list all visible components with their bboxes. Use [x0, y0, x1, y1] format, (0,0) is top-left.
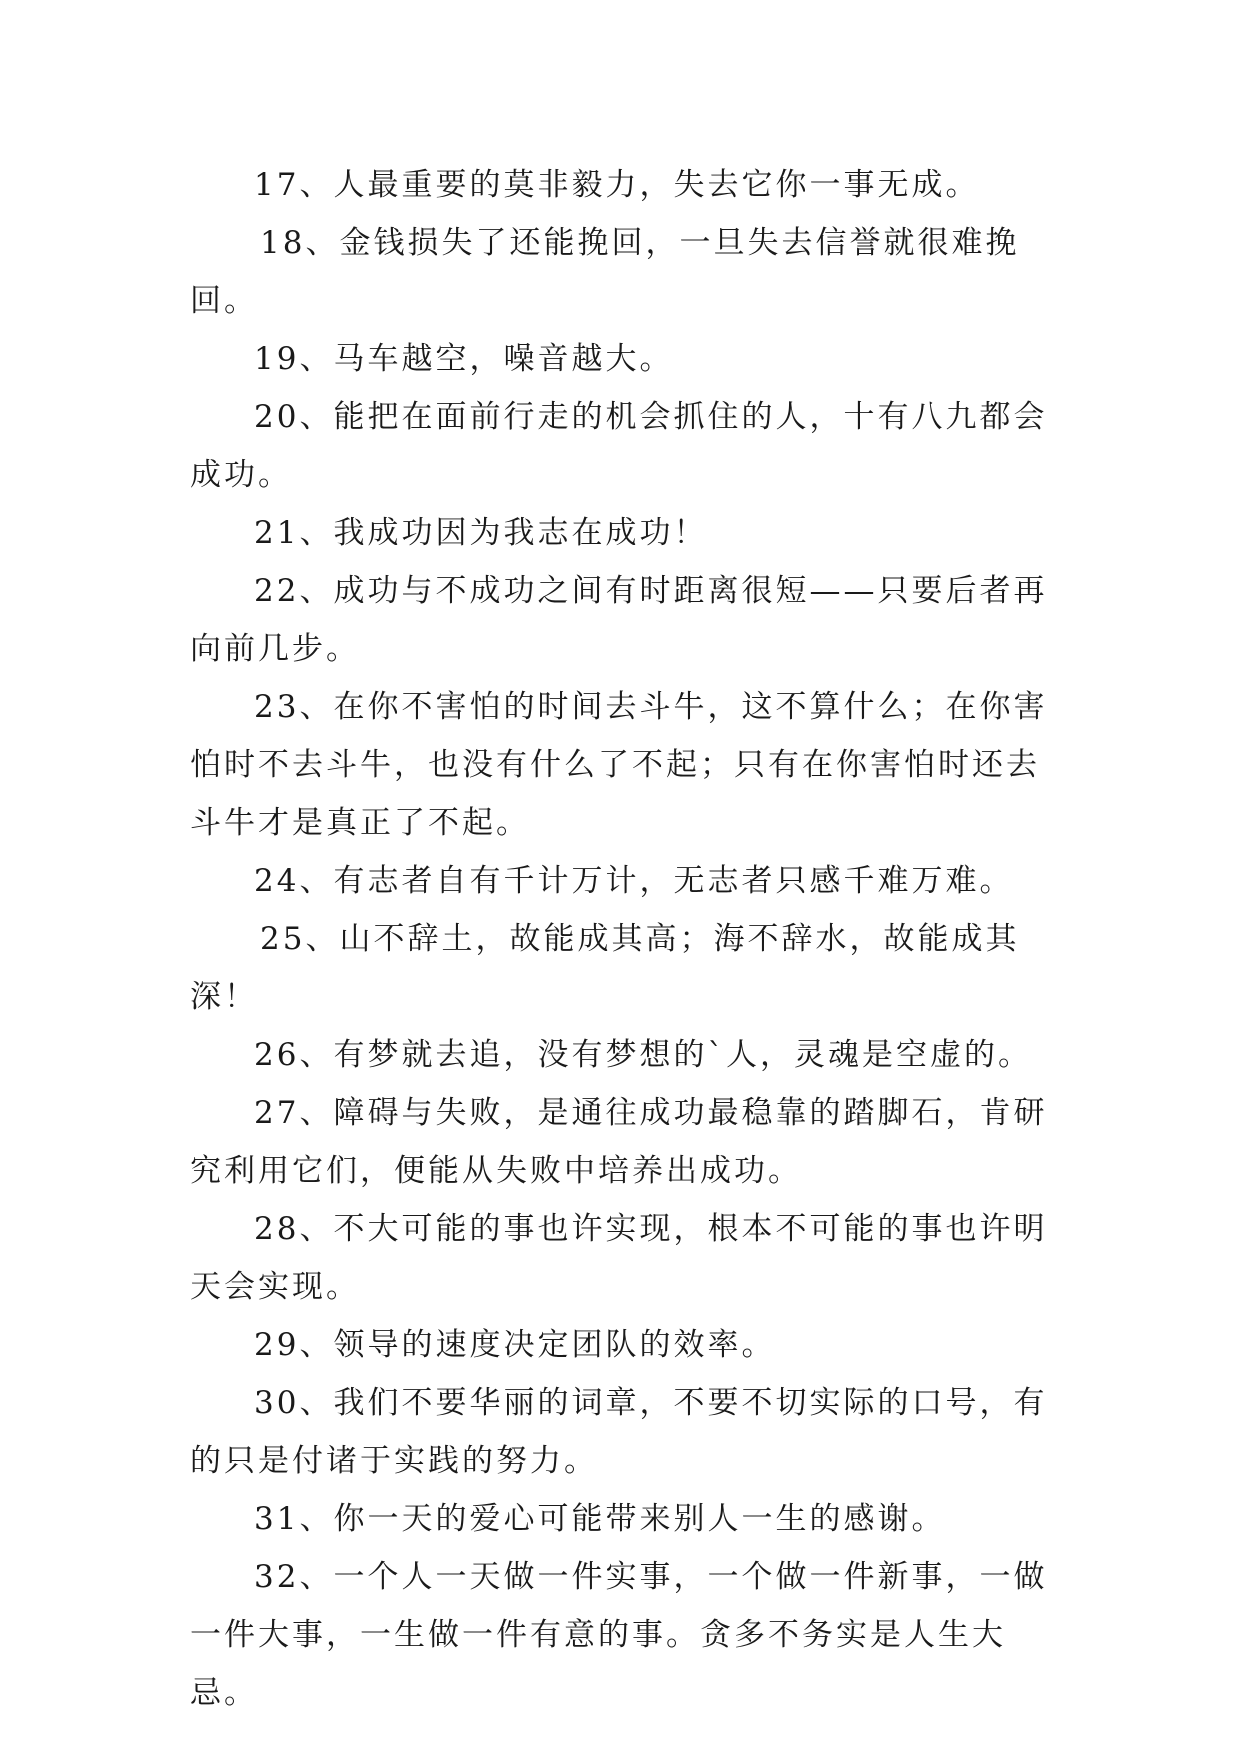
quote-24: 24、有志者自有千计万计，无志者只感千难万难。	[254, 863, 1014, 899]
quote-27: 27、障碍与失败，是通往成功最稳靠的踏脚石，肯研究利用它们，便能从失败中培养出成功。	[190, 1095, 1048, 1189]
quote-21: 21、我成功因为我志在成功！	[254, 515, 708, 551]
quote-17: 17、人最重要的莫非毅力，失去它你一事无成。	[254, 167, 980, 203]
quote-18: 18、金钱损失了还能挽回，一旦失去信誉就很难挽回。	[190, 225, 1020, 319]
quote-20: 20、能把在面前行走的机会抓住的人，十有八九都会成功。	[190, 399, 1048, 493]
quote-30: 30、我们不要华丽的词章，不要不切实际的口号，有的只是付诸于实践的努力。	[190, 1385, 1048, 1479]
quote-list	[190, 156, 1070, 1722]
quote-26: 26、有梦就去追，没有梦想的`人，灵魂是空虚的。	[254, 1037, 1032, 1073]
quote-23: 23、在你不害怕的时间去斗牛，这不算什么；在你害怕时不去斗牛，也没有什么了不起；只有在你害怕时还去斗牛才是真正了不起。	[190, 689, 1048, 841]
quote-31: 31、你一天的爱心可能带来别人一生的感谢。	[254, 1501, 946, 1537]
quote-28: 28、不大可能的事也许实现，根本不可能的事也许明天会实现。	[190, 1211, 1048, 1305]
quote-29: 29、领导的速度决定团队的效率。	[254, 1327, 776, 1363]
quote-25: 25、山不辞土，故能成其高；海不辞水，故能成其深！	[190, 921, 1020, 1015]
quote-22: 22、成功与不成功之间有时距离很短——只要后者再向前几步。	[190, 573, 1048, 667]
quote-19: 19、马车越空，噪音越大。	[254, 341, 674, 377]
quote-32: 32、一个人一天做一件实事，一个做一件新事，一做一件大事，一生做一件有意的事。贪多不务实是人生大忌。	[190, 1559, 1048, 1711]
